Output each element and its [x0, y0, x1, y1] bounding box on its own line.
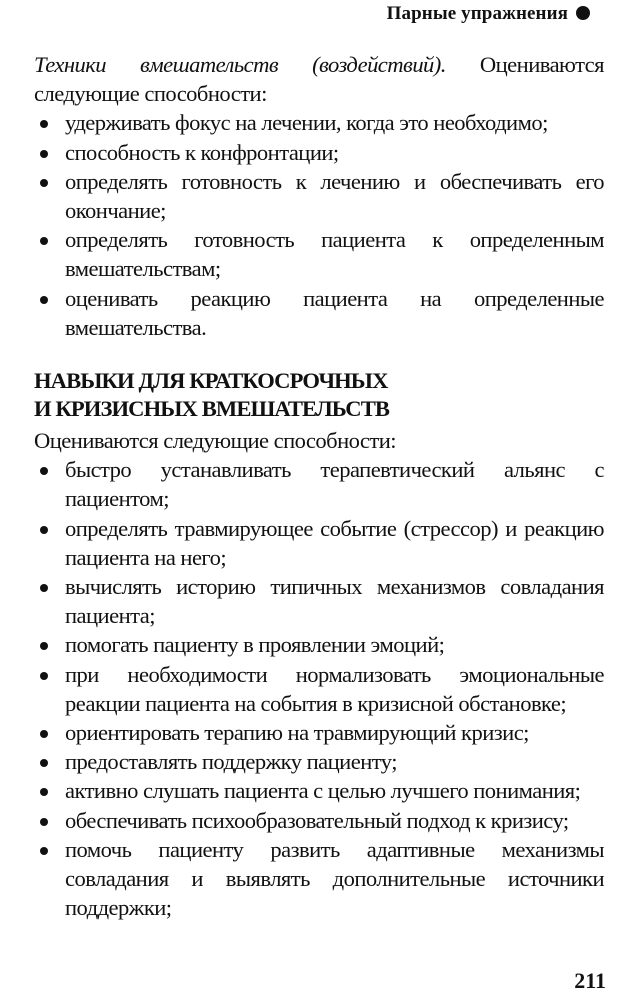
- list-item: определять готовность к лечению и обеспечивать его окончание;: [34, 167, 604, 225]
- list-item: быстро устанавливать терапевтический альянс с пациентом;: [34, 455, 604, 513]
- list-item: вычислять историю типичных механизмов совладания пациента;: [34, 572, 604, 630]
- list-item: предоставлять поддержку пациенту;: [34, 747, 604, 776]
- section1-lead-paragraph: [34, 50, 604, 108]
- list-item: определять готовность пациента к определенным вмешательствам;: [34, 225, 604, 283]
- section1-lead-text: Оцениваются следующие способности:: [34, 52, 604, 107]
- section2-list: [34, 455, 604, 922]
- section2-heading: [34, 367, 604, 423]
- page-number: 211: [574, 968, 606, 993]
- list-item: обеспечивать психообразовательный подход к кризису;: [34, 806, 604, 835]
- list-item: оценивать реакцию пациента на определенные вмешательства.: [34, 284, 604, 342]
- section1-lead-italic: Техники вмешательств (воздействий).: [34, 52, 446, 77]
- list-item: активно слушать пациента с целью лучшего понимания;: [34, 776, 604, 805]
- list-item: определять травмирующее событие (стрессор) и реакцию пациента на него;: [34, 514, 604, 572]
- section2-intro: Оцениваются следующие способности:: [34, 428, 397, 454]
- section2-heading-line2: И КРИЗИСНЫХ ВМЕШАТЕЛЬСТВ: [34, 396, 390, 422]
- list-item: способность к конфронтации;: [34, 138, 604, 167]
- list-item: помогать пациенту в проявлении эмоций;: [34, 630, 604, 659]
- list-item: помочь пациенту развить адаптивные механизмы совладания и выявлять дополнительные источники поддержки;: [34, 835, 604, 923]
- section2-heading-line1: НАВЫКИ ДЛЯ КРАТКОСРОЧНЫХ: [34, 368, 388, 394]
- list-item: при необходимости нормализовать эмоциональные реакции пациента на события в кризисной обстановке;: [34, 660, 604, 718]
- list-item: ориентировать терапию на травмирующий кризис;: [34, 718, 604, 747]
- running-header: [387, 2, 590, 26]
- running-header-title: Парные упражнения: [386, 3, 568, 24]
- section1-list: [34, 108, 604, 342]
- page-body: [34, 50, 604, 922]
- list-item: удерживать фокус на лечении, когда это необходимо;: [34, 108, 604, 137]
- bullet-dot-icon: [576, 6, 590, 20]
